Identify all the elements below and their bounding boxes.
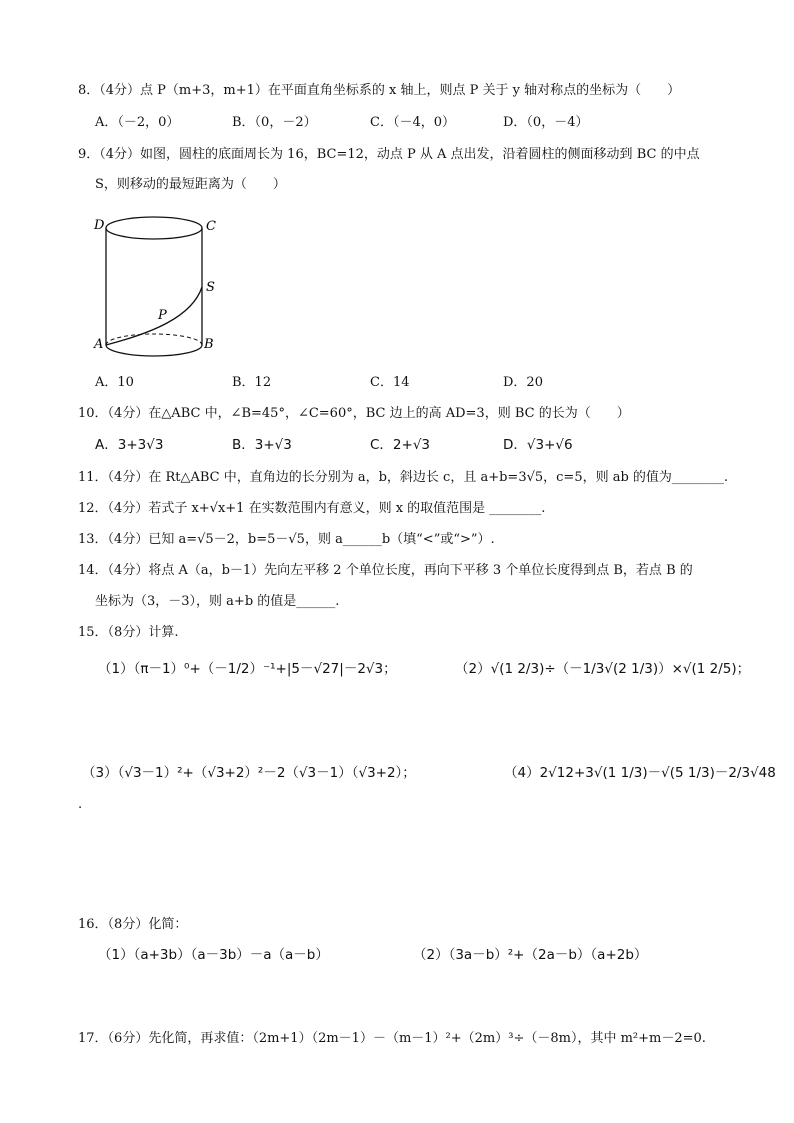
q10-option-d: D．√3+√6 — [503, 437, 573, 453]
q8-option-c: C．（－4，0） — [370, 115, 455, 130]
q8-option-a: A．（－2，0） — [95, 115, 180, 130]
q10-option-a: A．3+3√3 — [95, 437, 164, 453]
q9-option-b: B．12 — [232, 375, 272, 390]
label-p: P — [158, 308, 167, 323]
q8-stem: 8．（4分）点 P（m+3，m+1）在平面直角坐标系的 x 轴上，则点 P 关于 y 轴对称点的坐标为（ ） — [78, 83, 681, 98]
q15-part3: （3）（√3－1）²+（√3+2）²－2（√3－1）（√3+2）； — [82, 765, 416, 781]
label-d: D — [94, 218, 105, 233]
q15-part4: （4）2√12+3√(1 1/3)－√(5 1/3)－2/3√48 — [504, 765, 776, 781]
q17-stem: 17．（6分）先化简，再求值：（2m+1）（2m－1）－（m－1）²+（2m）³÷（－8m），其中 m²+m－2=0. — [78, 1031, 706, 1046]
q8-option-b: B．（0，－2） — [232, 115, 317, 130]
q9-stem-line2: S，则移动的最短距离为（ ） — [95, 177, 286, 192]
q9-stem-line1: 9．（4分）如图，圆柱的底面周长为 16，BC=12，动点 P 从 A 点出发，沿着圆柱的侧面移动到 BC 的中点 — [78, 147, 700, 162]
q9-option-d: D．20 — [503, 375, 543, 390]
q13-stem: 13．（4分）已知 a=√5－2，b=5－√5，则 a______b（填“<”或“>”）. — [78, 532, 495, 547]
q16-part1: （1）（a+3b）（a－3b）－a（a－b） — [98, 947, 329, 963]
q15-trailing-dot: . — [78, 797, 83, 812]
q11-stem: 11．（4分）在 Rt△ABC 中，直角边的长分别为 a，b，斜边长 c，且 a+b=3√5，c=5，则 ab 的值为________. — [78, 470, 729, 485]
label-s: S — [206, 280, 215, 295]
q16-title: 16．（8分）化简： — [78, 917, 188, 932]
label-a: A — [94, 337, 104, 352]
label-c: C — [206, 219, 216, 234]
q8-option-d: D．（0，－4） — [503, 115, 589, 130]
q16-part2: （2）（3a－b）²+（2a－b）（a+2b） — [413, 947, 648, 963]
q9-option-c: C．14 — [370, 375, 410, 390]
q12-stem: 12．（4分）若式子 x+√x+1 在实数范围内有意义，则 x 的取值范围是 ________. — [78, 501, 546, 516]
q14-stem-line2: 坐标为（3，－3），则 a+b 的值是______. — [95, 594, 340, 609]
q9-option-a: A．10 — [95, 375, 134, 390]
q15-part1: （1）（π－1）⁰+（－1/2）⁻¹+|5－√27|－2√3； — [98, 661, 397, 677]
label-b: B — [204, 337, 214, 352]
q10-option-b: B．3+√3 — [232, 437, 292, 453]
cylinder-figure — [92, 205, 232, 365]
q10-stem: 10．（4分）在△ABC 中，∠B=45°，∠C=60°，BC 边上的高 AD=3，则 BC 的长为（ ） — [78, 406, 630, 421]
q10-option-c: C．2+√3 — [370, 437, 431, 453]
q14-stem-line1: 14．（4分）将点 A（a，b－1）先向左平移 2 个单位长度，再向下平移 3 个单位长度得到点 B，若点 B 的 — [78, 563, 693, 578]
q15-part2: （2）√(1 2/3)÷（－1/3√(2 1/3)）×√(1 2/5)； — [455, 661, 751, 677]
q15-title: 15．（8分）计算. — [78, 625, 179, 640]
